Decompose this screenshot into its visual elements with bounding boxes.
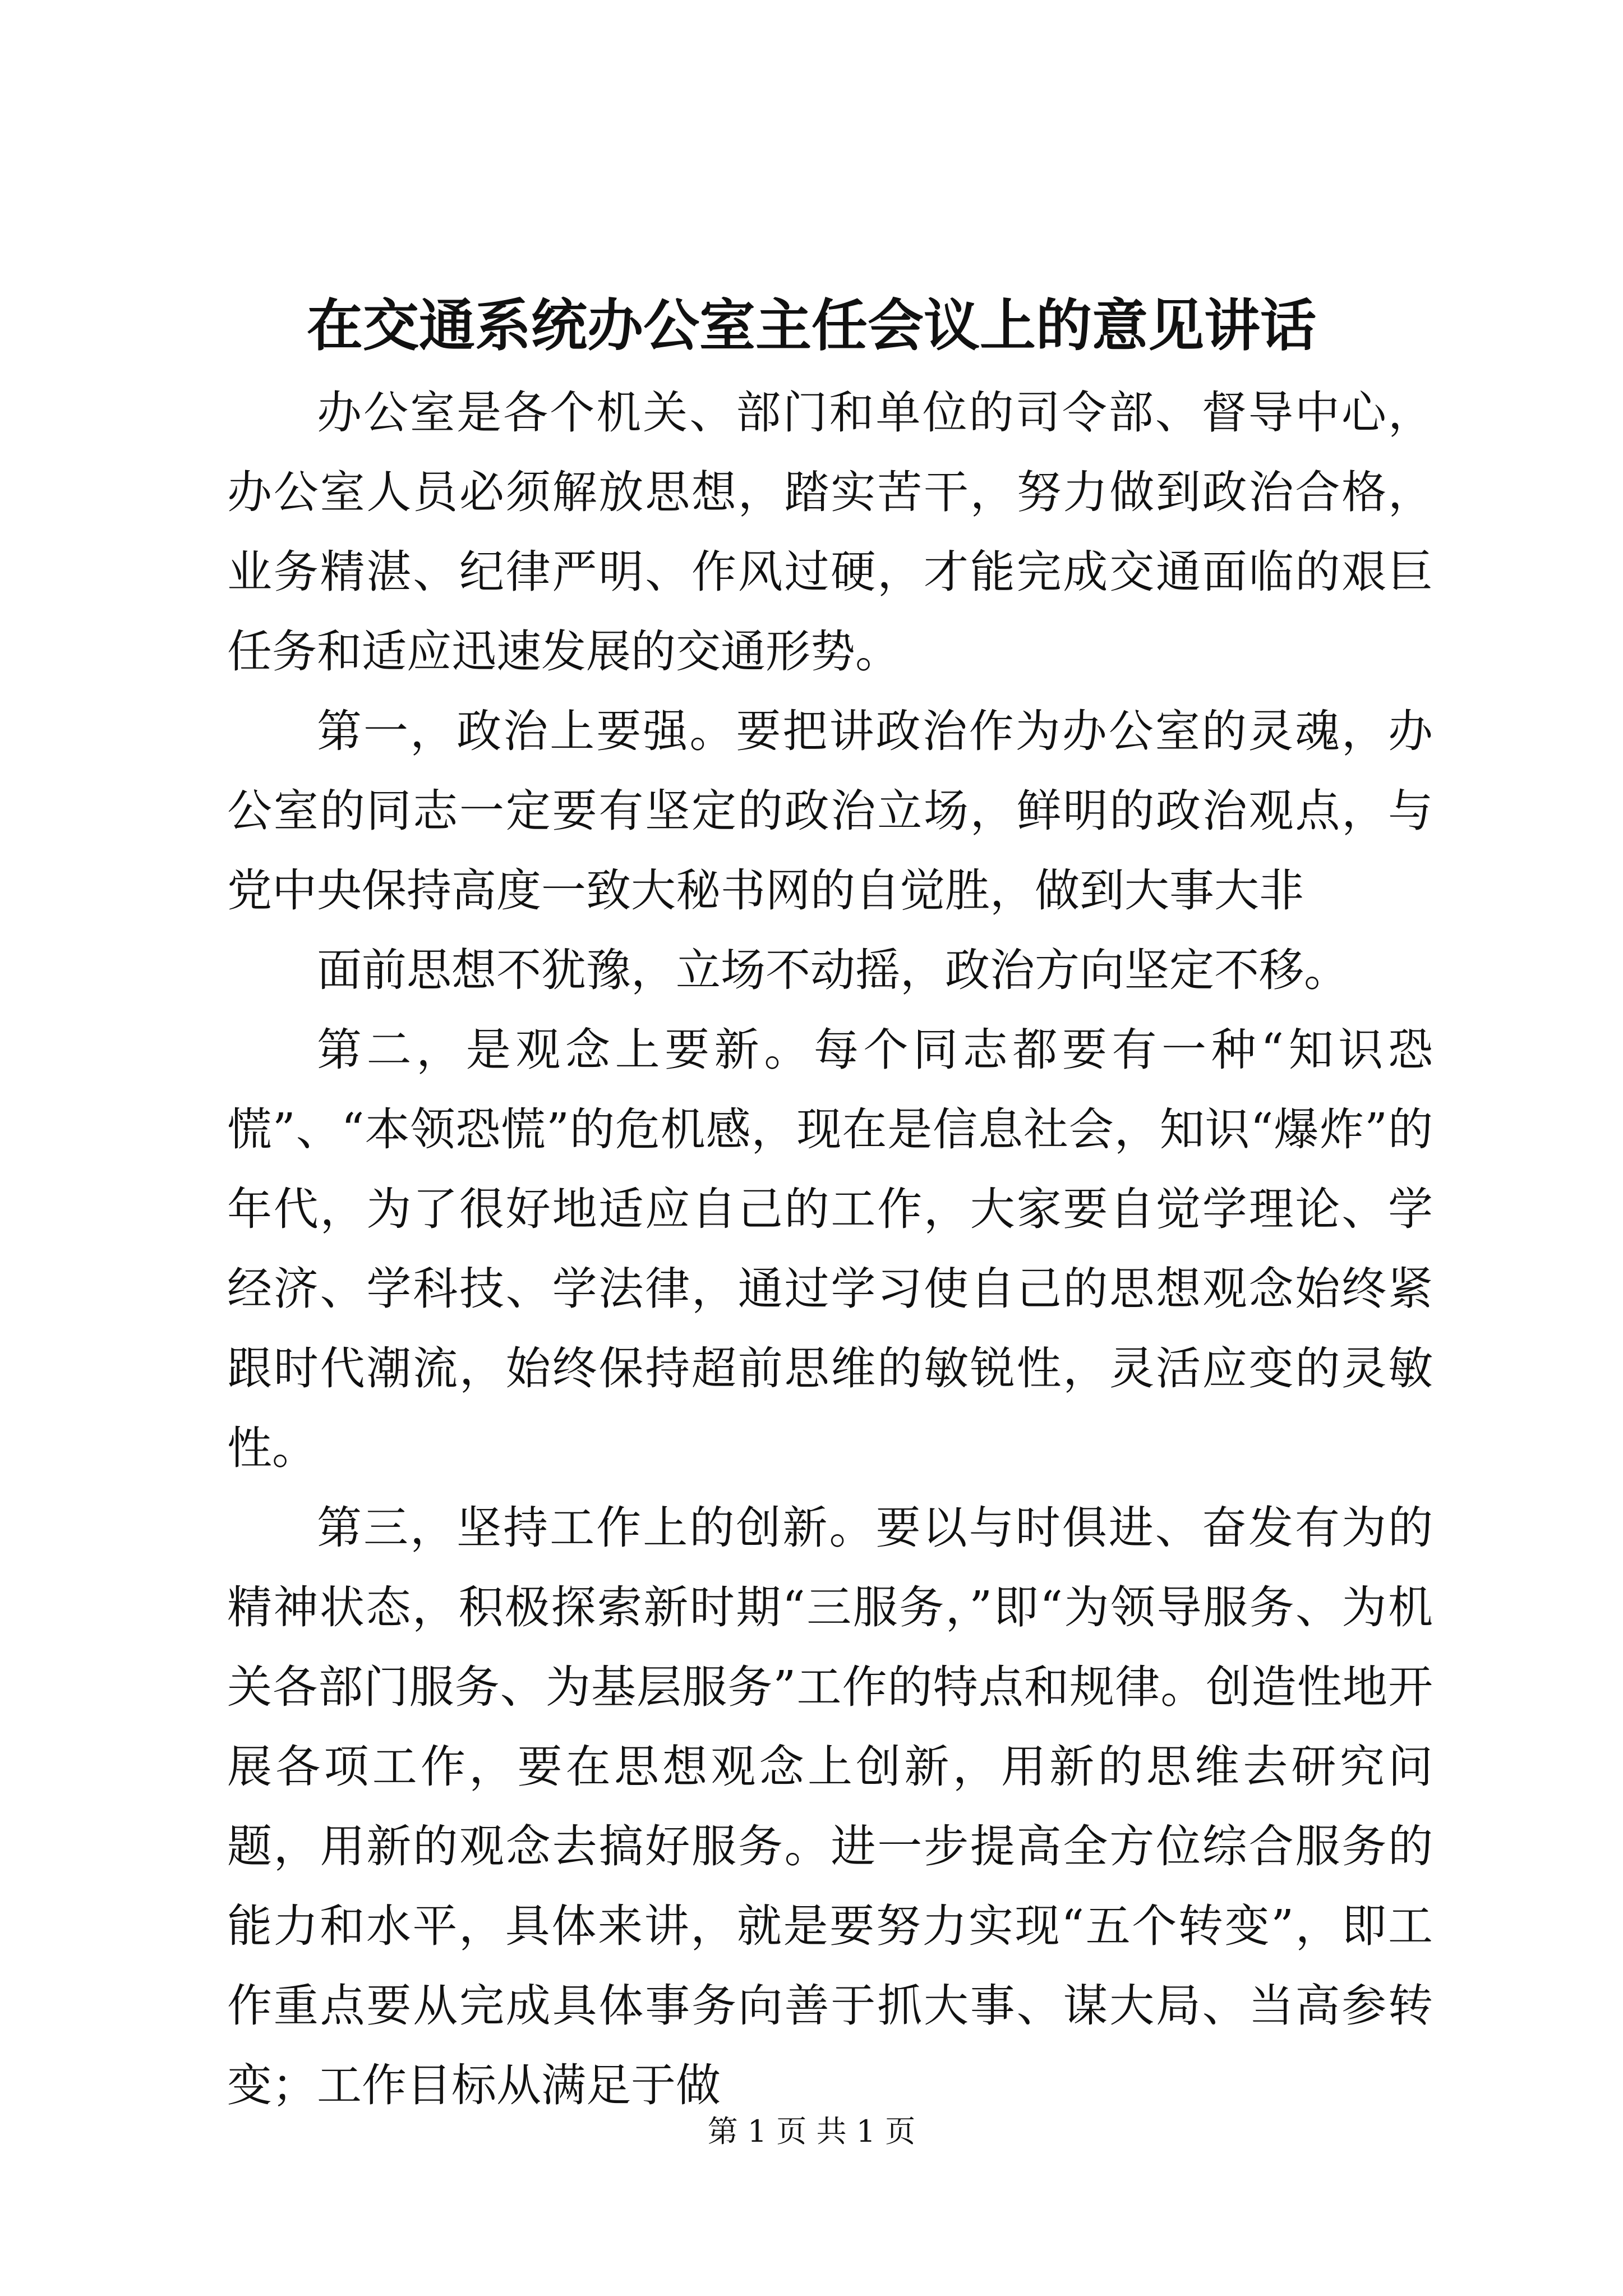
paragraph-second-point: 第二，是观念上要新。每个同志都要有一种“知识恐慌”、“本领恐慌”的危机感，现在是信息社会，知识“爆炸”的年代，为了很好地适应自己的工作，大家要自觉学理论、学经济、学科技、学法律，通过学习使自己的思想观念始终紧跟时代潮流，始终保持超前思维的敏锐性，灵活应变的灵敏性。 — [227, 1024, 1433, 1474]
document-title: 在交通系统办公室主任会议上的意见讲话 — [307, 292, 1316, 358]
paragraph-first-point-continued: 面前思想不犹豫，立场不动摇，政治方向坚定不移。 — [317, 944, 1349, 996]
page-footer: 第 1 页 共 1 页 — [707, 2114, 916, 2149]
paragraph-intro: 办公室是各个机关、部门和单位的司令部、督导中心，办公室人员必须解放思想，踏实苦干，努力做到政治合格，业务精湛、纪律严明、作风过硬，才能完成交通面临的艰巨任务和适应迅速发展的交通形势。 — [227, 386, 1433, 678]
document-body — [227, 373, 1433, 2125]
paragraph-first-point: 第一，政治上要强。要把讲政治作为办公室的灵魂，办公室的同志一定要有坚定的政治立场，鲜明的政治观点，与党中央保持高度一致大秘书网的自觉胜，做到大事大非 — [227, 705, 1433, 917]
paragraph-third-point: 第三，坚持工作上的创新。要以与时俱进、奋发有为的精神状态，积极探索新时期“三服务，”即“为领导服务、为机关各部门服务、为基层服务”工作的特点和规律。创造性地开展各项工作，要在思想观念上创新，用新的思维去研究问题，用新的观念去搞好服务。进一步提高全方位综合服务的能力和水平，具体来讲，就是要努力实现“五个转变”，即工作重点要从完成具体事务向善于抓大事、谋大局、当高参转变；工作目标从满足于做 — [227, 1502, 1433, 2111]
